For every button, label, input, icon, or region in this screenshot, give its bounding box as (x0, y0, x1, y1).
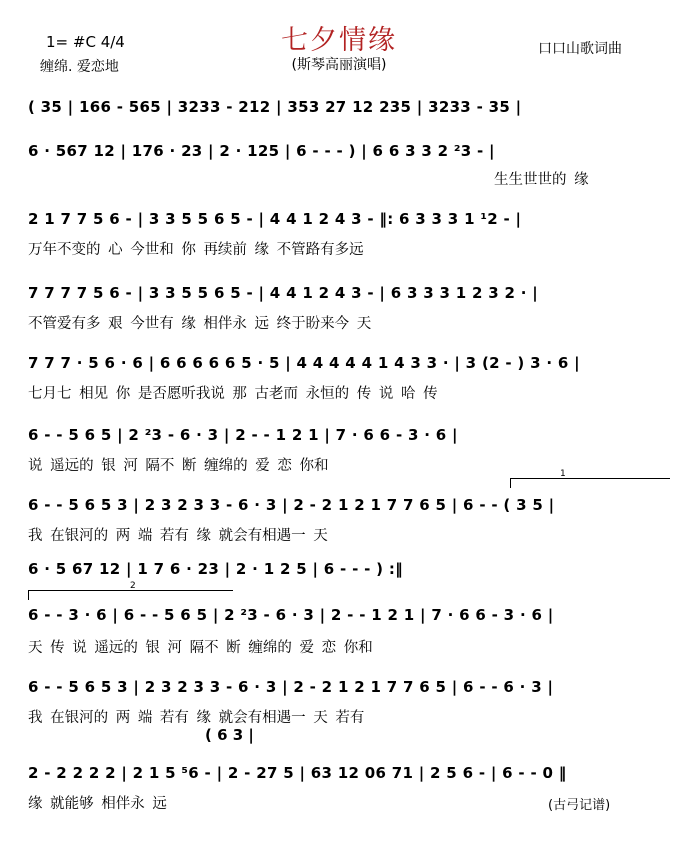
lyrics-row-6: 说 遥远的 银 河 隔不 断 缠绵的 爱 恋 你和 (28, 458, 329, 474)
extra-notes: ( 6 3 | (205, 726, 254, 744)
notes-row-3: 2 1 7 7 5 6 - | 3 3 5 5 6 5 - | 4 4 1 2 4 3 - ‖: 6 3 3 3 1 ¹2 - | (28, 210, 522, 228)
lyrics-row-3: 万年不变的 心 今世和 你 再续前 缘 不管路有多远 (28, 242, 364, 258)
volta-number: 2 (130, 581, 136, 591)
notes-row-8: 6 · 5 67 12 | 1 7 6 · 23 | 2 · 1 2 5 | 6 - - - ) :‖ (28, 560, 403, 578)
lyrics-row-7: 我 在银河的 两 端 若有 缘 就会有相遇一 天 (28, 528, 328, 544)
notes-row-6: 6 - - 5 6 5 | 2 ²3 - 6 · 3 | 2 - - 1 2 1 | 7 · 6 6 - 3 · 6 | (28, 426, 458, 444)
style-marking: 缠绵. 爱恋地 (40, 59, 119, 75)
volta-line (510, 478, 670, 479)
lyrics-row-5: 七月七 相见 你 是否愿听我说 那 古老而 永恒的 传 说 哈 传 (28, 386, 438, 402)
volta-bracket (28, 590, 29, 600)
lyrics-row-10: 我 在银河的 两 端 若有 缘 就会有相遇一 天 若有 (28, 710, 365, 726)
notes-row-9: 6 - - 3 · 6 | 6 - - 5 6 5 | 2 ²3 - 6 · 3 | 2 - - 1 2 1 | 7 · 6 6 - 3 · 6 | (28, 606, 554, 624)
volta-bracket (510, 478, 511, 488)
notes-row-11: 2 - 2 2 2 2 | 2 1 5 ⁵6 - | 2 - 27 5 | 63 12 06 71 | 2 5 6 - | 6 - - 0 ‖ (28, 764, 567, 782)
volta-number: 1 (560, 469, 566, 479)
lyrics-row-2: 生生世世的 缘 (494, 172, 589, 188)
lyrics-row-4: 不管爱有多 艰 今世有 缘 相伴永 远 终于盼来今 天 (28, 316, 372, 332)
notes-row-5: 7 7 7 · 5 6 · 6 | 6 6 6 6 6 5 · 5 | 4 4 4 4 4 1 4 3 3 · | 3 (2 - ) 3 · 6 | (28, 354, 580, 372)
notes-row-10: 6 - - 5 6 5 3 | 2 3 2 3 3 - 6 · 3 | 2 - 2 1 2 1 7 7 6 5 | 6 - - 6 · 3 | (28, 678, 554, 696)
lyrics-row-11: 缘 就能够 相伴永 远 (28, 796, 167, 812)
notes-row-4: 7 7 7 7 5 6 - | 3 3 5 5 6 5 - | 4 4 1 2 4 3 - | 6 3 3 3 1 2 3 2 · | (28, 284, 539, 302)
notes-row-7: 6 - - 5 6 5 3 | 2 3 2 3 3 - 6 · 3 | 2 - 2 1 2 1 7 7 6 5 | 6 - - ( 3 5 | (28, 496, 555, 514)
lyrics-row-9: 天 传 说 遥远的 银 河 隔不 断 缠绵的 爱 恋 你和 (28, 640, 373, 656)
author-credit: 口口山歌词曲 (538, 41, 622, 57)
key-signature: 1= #C 4/4 (46, 33, 125, 51)
song-title: 七夕情缘 (281, 25, 397, 56)
transcriber-credit: (古弓记谱) (548, 798, 611, 813)
song-subtitle: (斯琴高丽演唱) (291, 57, 387, 73)
notes-row-1: ( 35 | 166 - 565 | 3233 - 212 | 353 27 12 235 | 3233 - 35 | (28, 98, 522, 116)
notes-row-2: 6 · 567 12 | 176 · 23 | 2 · 125 | 6 - - - ) | 6 6 3 3 2 ²3 - | (28, 142, 495, 160)
